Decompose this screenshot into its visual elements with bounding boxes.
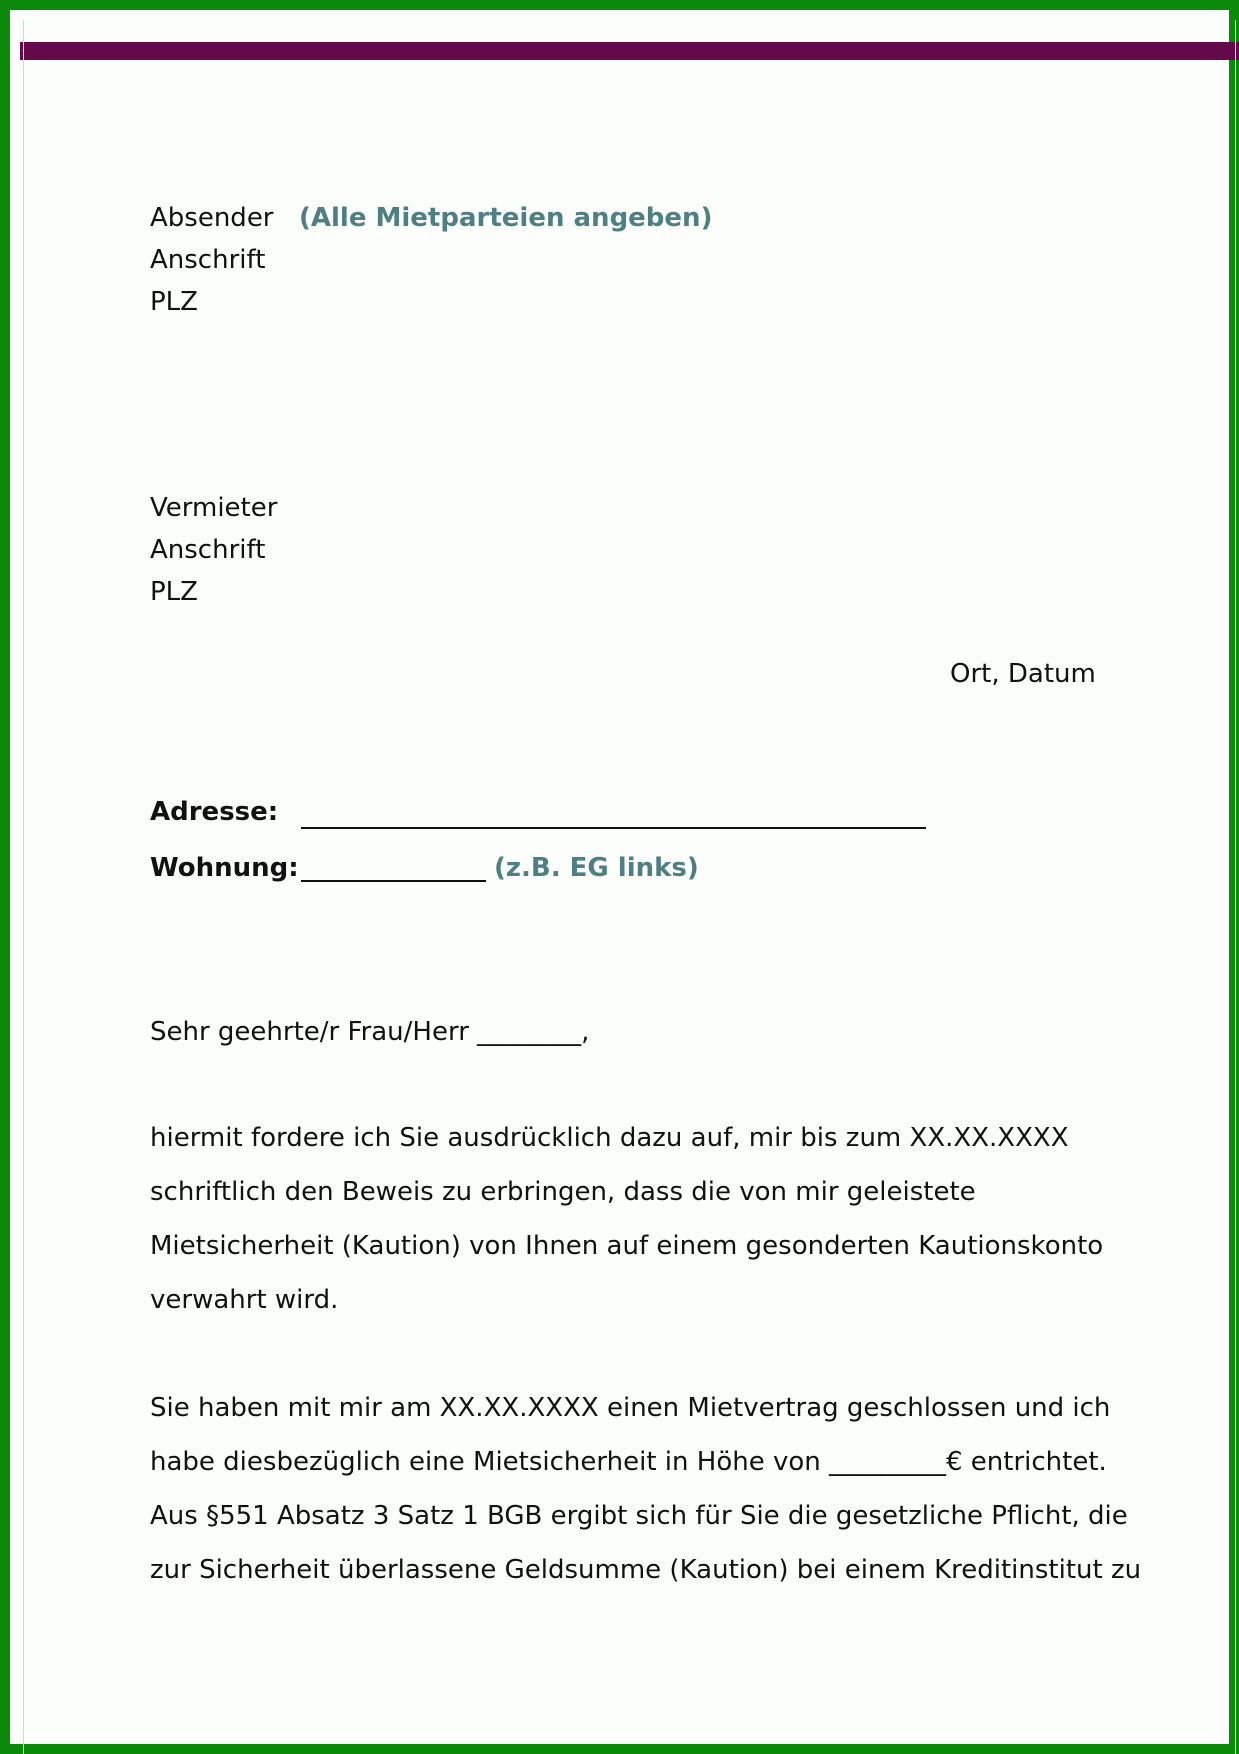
sender-address: Anschrift: [150, 245, 266, 275]
paragraph2-line: habe diesbezüglich eine Mietsicherheit in Höhe von _________€ entrichtet.: [150, 1447, 1107, 1477]
apartment-hint: (z.B. EG links): [494, 853, 699, 883]
header-bar: [20, 42, 1239, 60]
apartment-label: Wohnung:: [150, 853, 299, 883]
page-edge-rule-left: [23, 20, 24, 1754]
paragraph2-line: Aus §551 Absatz 3 Satz 1 BGB ergibt sich für Sie die gesetzliche Pflicht, die: [150, 1501, 1128, 1531]
sender-label: Absender: [150, 203, 274, 233]
place-date: Ort, Datum: [950, 659, 1096, 689]
paragraph2-line: Sie haben mit mir am XX.XX.XXXX einen Mietvertrag geschlossen und ich: [150, 1393, 1111, 1423]
salutation: Sehr geehrte/r Frau/Herr ________,: [150, 1017, 590, 1047]
paragraph2-line: zur Sicherheit überlassene Geldsumme (Kaution) bei einem Kreditinstitut zu: [150, 1555, 1142, 1585]
paragraph1-line: schriftlich den Beweis zu erbringen, dass die von mir geleistete: [150, 1177, 976, 1207]
paragraph1-line: verwahrt wird.: [150, 1285, 339, 1315]
sender-hint: (Alle Mietparteien angeben): [299, 203, 713, 233]
page-edge-rule-right: [1235, 20, 1236, 1754]
sender-zip: PLZ: [150, 287, 198, 317]
paragraph1-line: hiermit fordere ich Sie ausdrücklich dazu auf, mir bis zum XX.XX.XXXX: [150, 1123, 1069, 1153]
landlord-zip: PLZ: [150, 577, 198, 607]
paragraph1-line: Mietsicherheit (Kaution) von Ihnen auf einem gesonderten Kautionskonto: [150, 1231, 1104, 1261]
landlord-address: Anschrift: [150, 535, 266, 565]
address-blank-line: [301, 827, 926, 829]
address-label: Adresse:: [150, 797, 279, 827]
apartment-blank-line: [301, 880, 486, 882]
landlord-label: Vermieter: [150, 493, 278, 523]
